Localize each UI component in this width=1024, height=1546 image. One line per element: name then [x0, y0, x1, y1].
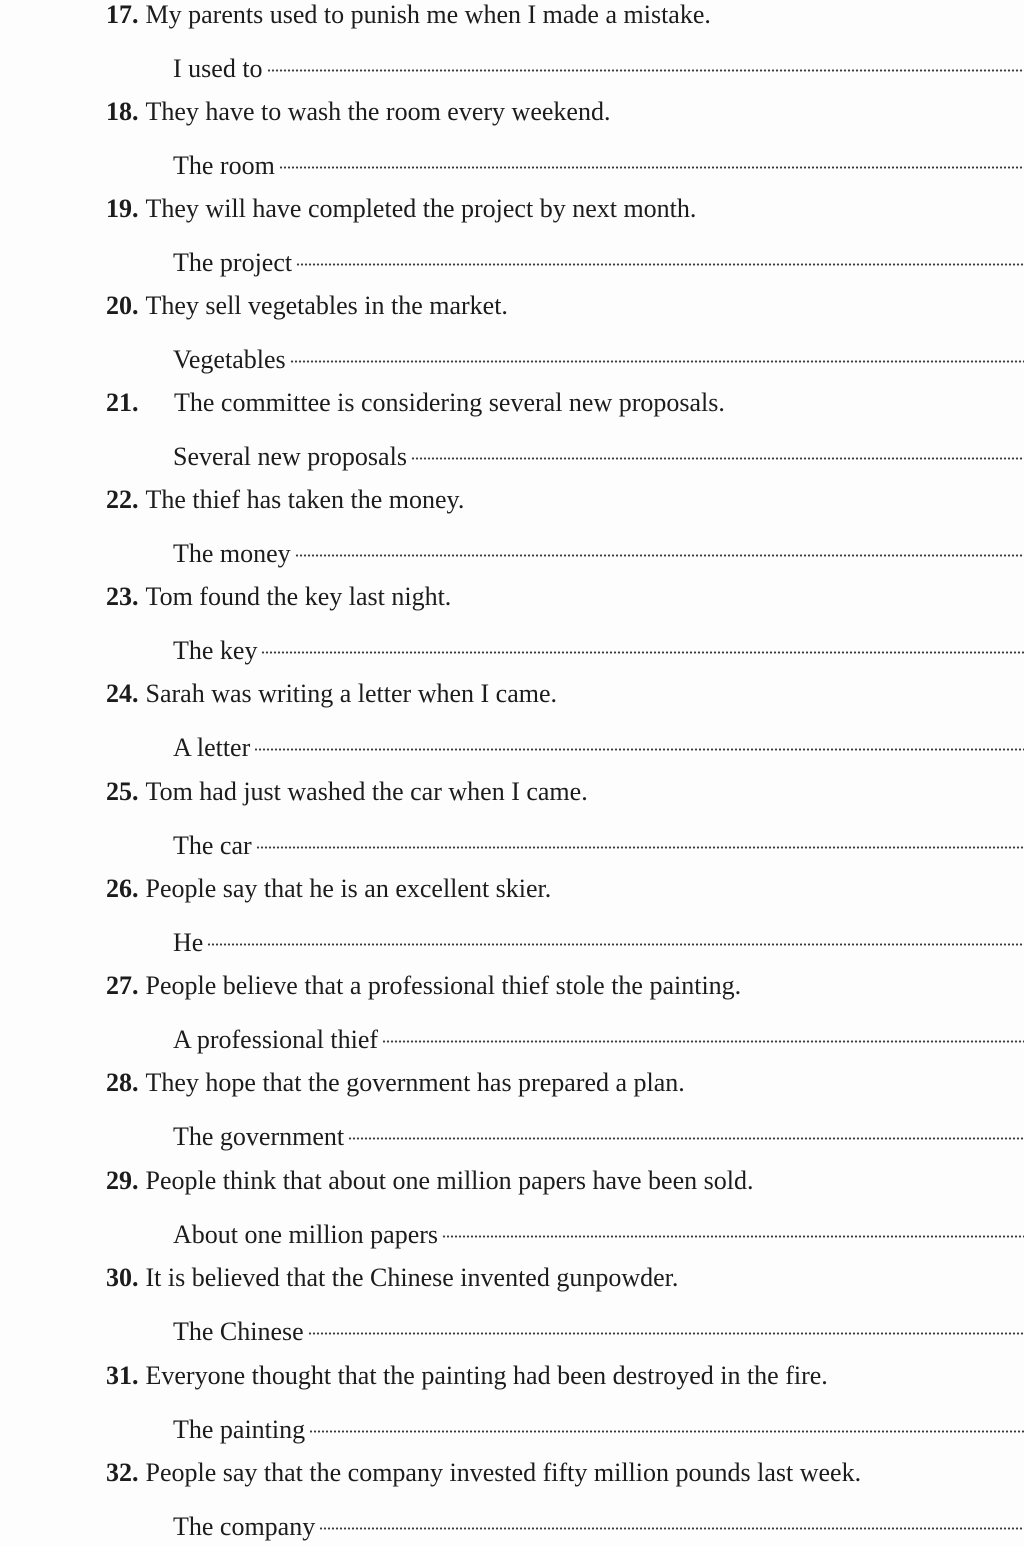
question-number: 22. — [106, 485, 139, 514]
answer-blank[interactable] — [279, 144, 1024, 174]
answer-blank[interactable] — [309, 1408, 1024, 1438]
question-number: 32. — [106, 1458, 139, 1487]
answer-prompt: I used to — [173, 54, 263, 83]
answer-blank[interactable] — [382, 1018, 1024, 1048]
answer-line — [173, 1310, 1024, 1347]
answer-blank[interactable] — [261, 629, 1024, 659]
question-number: 26. — [106, 874, 139, 903]
question-sentence: The committee is considering several new proposals. — [174, 388, 725, 417]
question-number: 24. — [106, 679, 139, 708]
answer-prompt: The Chinese — [173, 1317, 304, 1346]
question-sentence: Tom found the key last night. — [145, 582, 452, 611]
question-line — [106, 1361, 828, 1391]
question-line — [106, 1166, 753, 1196]
question-sentence: They will have completed the project by next month. — [145, 194, 697, 223]
question-sentence: People say that the company invested fifty million pounds last week. — [145, 1458, 862, 1487]
question-sentence: The thief has taken the money. — [145, 485, 465, 514]
answer-blank[interactable] — [411, 435, 1024, 465]
question-number: 25. — [106, 777, 139, 806]
question-sentence: People think that about one million papers have been sold. — [145, 1166, 754, 1195]
question-line — [106, 388, 725, 418]
question-line — [106, 1458, 861, 1488]
answer-line — [173, 1408, 1024, 1445]
answer-prompt: Several new proposals — [173, 442, 407, 471]
answer-blank[interactable] — [254, 726, 1024, 756]
answer-blank[interactable] — [442, 1213, 1024, 1243]
question-number: 29. — [106, 1166, 139, 1195]
answer-line — [173, 1018, 1024, 1055]
answer-line — [173, 435, 1024, 472]
question-line — [106, 0, 711, 30]
question-number: 27. — [106, 971, 139, 1000]
answer-blank[interactable] — [290, 338, 1024, 368]
answer-prompt: About one million papers — [173, 1220, 439, 1249]
answer-line — [173, 726, 1024, 763]
answer-prompt: He — [173, 928, 204, 957]
question-number: 23. — [106, 582, 139, 611]
question-line — [106, 485, 464, 515]
question-sentence: They sell vegetables in the market. — [145, 291, 508, 320]
question-number: 20. — [106, 291, 139, 320]
question-number: 19. — [106, 194, 139, 223]
answer-prompt: The money — [173, 539, 291, 568]
answer-line — [173, 144, 1024, 181]
question-number: 28. — [106, 1068, 139, 1097]
answer-line — [173, 629, 1024, 666]
answer-blank[interactable] — [296, 241, 1024, 271]
question-number: 31. — [106, 1361, 139, 1390]
answer-prompt: The company — [173, 1512, 316, 1541]
question-sentence: Everyone thought that the painting had been destroyed in the fire. — [145, 1361, 828, 1390]
question-number: 21. — [106, 388, 139, 417]
answer-prompt: The room — [173, 151, 275, 180]
answer-blank[interactable] — [267, 47, 1024, 77]
question-sentence: Tom had just washed the car when I came. — [145, 777, 588, 806]
answer-line — [173, 241, 1024, 278]
question-line — [106, 194, 696, 224]
answer-prompt: The key — [173, 636, 258, 665]
answer-line — [173, 1213, 1024, 1250]
answer-line — [173, 824, 1024, 861]
answer-blank[interactable] — [319, 1505, 1024, 1535]
answer-prompt: The government — [173, 1122, 345, 1151]
question-line — [106, 874, 551, 904]
answer-line — [173, 1505, 1024, 1542]
question-line — [106, 777, 588, 807]
answer-prompt: The car — [173, 831, 252, 860]
answer-blank[interactable] — [207, 921, 1024, 951]
answer-prompt: The painting — [173, 1415, 306, 1444]
question-line — [106, 582, 451, 612]
answer-blank[interactable] — [308, 1310, 1024, 1340]
question-sentence: They hope that the government has prepared a plan. — [145, 1068, 685, 1097]
question-sentence: It is believed that the Chinese invented gunpowder. — [145, 1263, 679, 1292]
answer-blank[interactable] — [256, 824, 1024, 854]
answer-line — [173, 532, 1024, 569]
answer-blank[interactable] — [348, 1115, 1024, 1145]
answer-line — [173, 338, 1024, 375]
answer-prompt: A letter — [173, 733, 251, 762]
question-number: 18. — [106, 97, 139, 126]
question-line — [106, 97, 610, 127]
question-line — [106, 679, 557, 709]
answer-line — [173, 921, 1024, 958]
answer-prompt: The project — [173, 248, 293, 277]
question-number: 17. — [106, 0, 139, 29]
question-line — [106, 971, 741, 1001]
answer-prompt: A professional thief — [173, 1025, 379, 1054]
question-sentence: People believe that a professional thief stole the painting. — [145, 971, 742, 1000]
question-line — [106, 1263, 678, 1293]
question-sentence: Sarah was writing a letter when I came. — [145, 679, 558, 708]
answer-prompt: Vegetables — [173, 345, 286, 374]
question-sentence: My parents used to punish me when I made a mistake. — [145, 0, 711, 29]
question-sentence: They have to wash the room every weekend. — [145, 97, 611, 126]
question-line — [106, 1068, 685, 1098]
question-line — [106, 291, 508, 321]
question-sentence: People say that he is an excellent skier. — [145, 874, 552, 903]
question-number: 30. — [106, 1263, 139, 1292]
answer-line — [173, 47, 1024, 84]
answer-blank[interactable] — [295, 532, 1024, 562]
answer-line — [173, 1115, 1024, 1152]
